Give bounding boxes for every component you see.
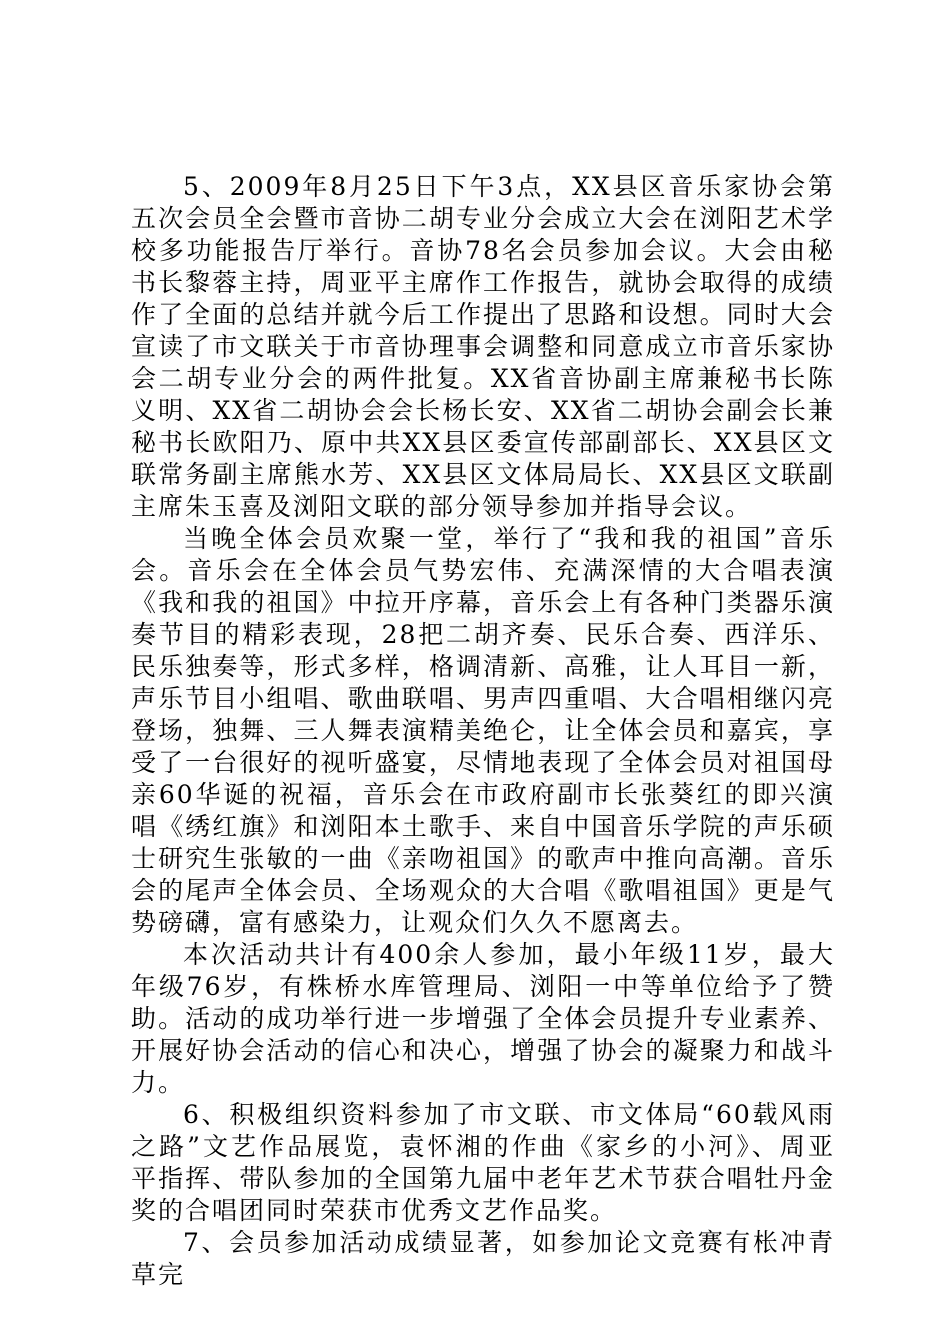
paragraph-attendance: 本次活动共计有400余人参加，最小年级11岁，最大年级76岁，有株桥水库管理局、浏阳一中等单位给予了赞助。活动的成功举行进一步增强了全体会员提升专业素养、开展好协会活动的信心和决心，增强了协会的凝聚力和战斗力。 — [131, 940, 835, 1097]
document-body — [131, 171, 835, 1291]
paragraph-item-5-meeting: 5、2009年8月25日下午3点，XX县区音乐家协会第五次会员全会暨市音协二胡专业分会成立大会在浏阳艺术学校多功能报告厅举行。音协78名会员参加会议。大会由秘书长黎蓉主持，周亚平主席作工作报告，就协会取得的成绩作了全面的总结并就今后工作提出了思路和设想。同时大会宣读了市文联关于市音协理事会调整和同意成立市音乐家协会二胡专业分会的两件批复。XX省音协副主席兼秘书长陈义明、XX省二胡协会会长杨长安、XX省二胡协会副会长兼秘书长欧阳乃、原中共XX县区委宣传部副部长、XX县区文联常务副主席熊水芳、XX县区文体局局长、XX县区文联副主席朱玉喜及浏阳文联的部分领导参加并指导会议。 — [131, 172, 835, 521]
paragraph-item-6-exhibition: 6、积极组织资料参加了市文联、市文体局“60载风雨之路”文艺作品展览，袁怀湘的作曲《家乡的小河》、周亚平指挥、带队参加的全国第九届中老年艺术节获合唱牡丹金奖的合唱团同时荣获市优秀文艺作品奖。 — [131, 1100, 835, 1225]
paragraph-concert: 当晚全体会员欢聚一堂，举行了“我和我的祖国”音乐会。音乐会在全体会员气势宏伟、充满深情的大合唱表演《我和我的祖国》中拉开序幕，音乐会上有各种门类器乐演奏节目的精彩表现，28把二胡齐奏、民乐合奏、西洋乐、民乐独奏等，形式多样，格调清新、高雅，让人耳目一新，声乐节目小组唱、歌曲联唱、男声四重唱、大合唱相继闪亮登场，独舞、三人舞表演精美绝仑，让全体会员和嘉宾，享受了一台很好的视听盛宴，尽情地表现了全体会员对祖国母亲60华诞的祝福，音乐会在市政府副市长张葵红的即兴演唱《绣红旗》和浏阳本土歌手、来自中国音乐学院的声乐硕士研究生张敏的一曲《亲吻祖国》的歌声中推向高潮。音乐会的尾声全体会员、全场观众的大合唱《歌唱祖国》更是气势磅礴，富有感染力，让观众们久久不愿离去。 — [131, 524, 835, 937]
paragraph-item-7-achievements: 7、会员参加活动成绩显著，如参加论文竞赛有枨冲青草完 — [131, 1228, 835, 1289]
